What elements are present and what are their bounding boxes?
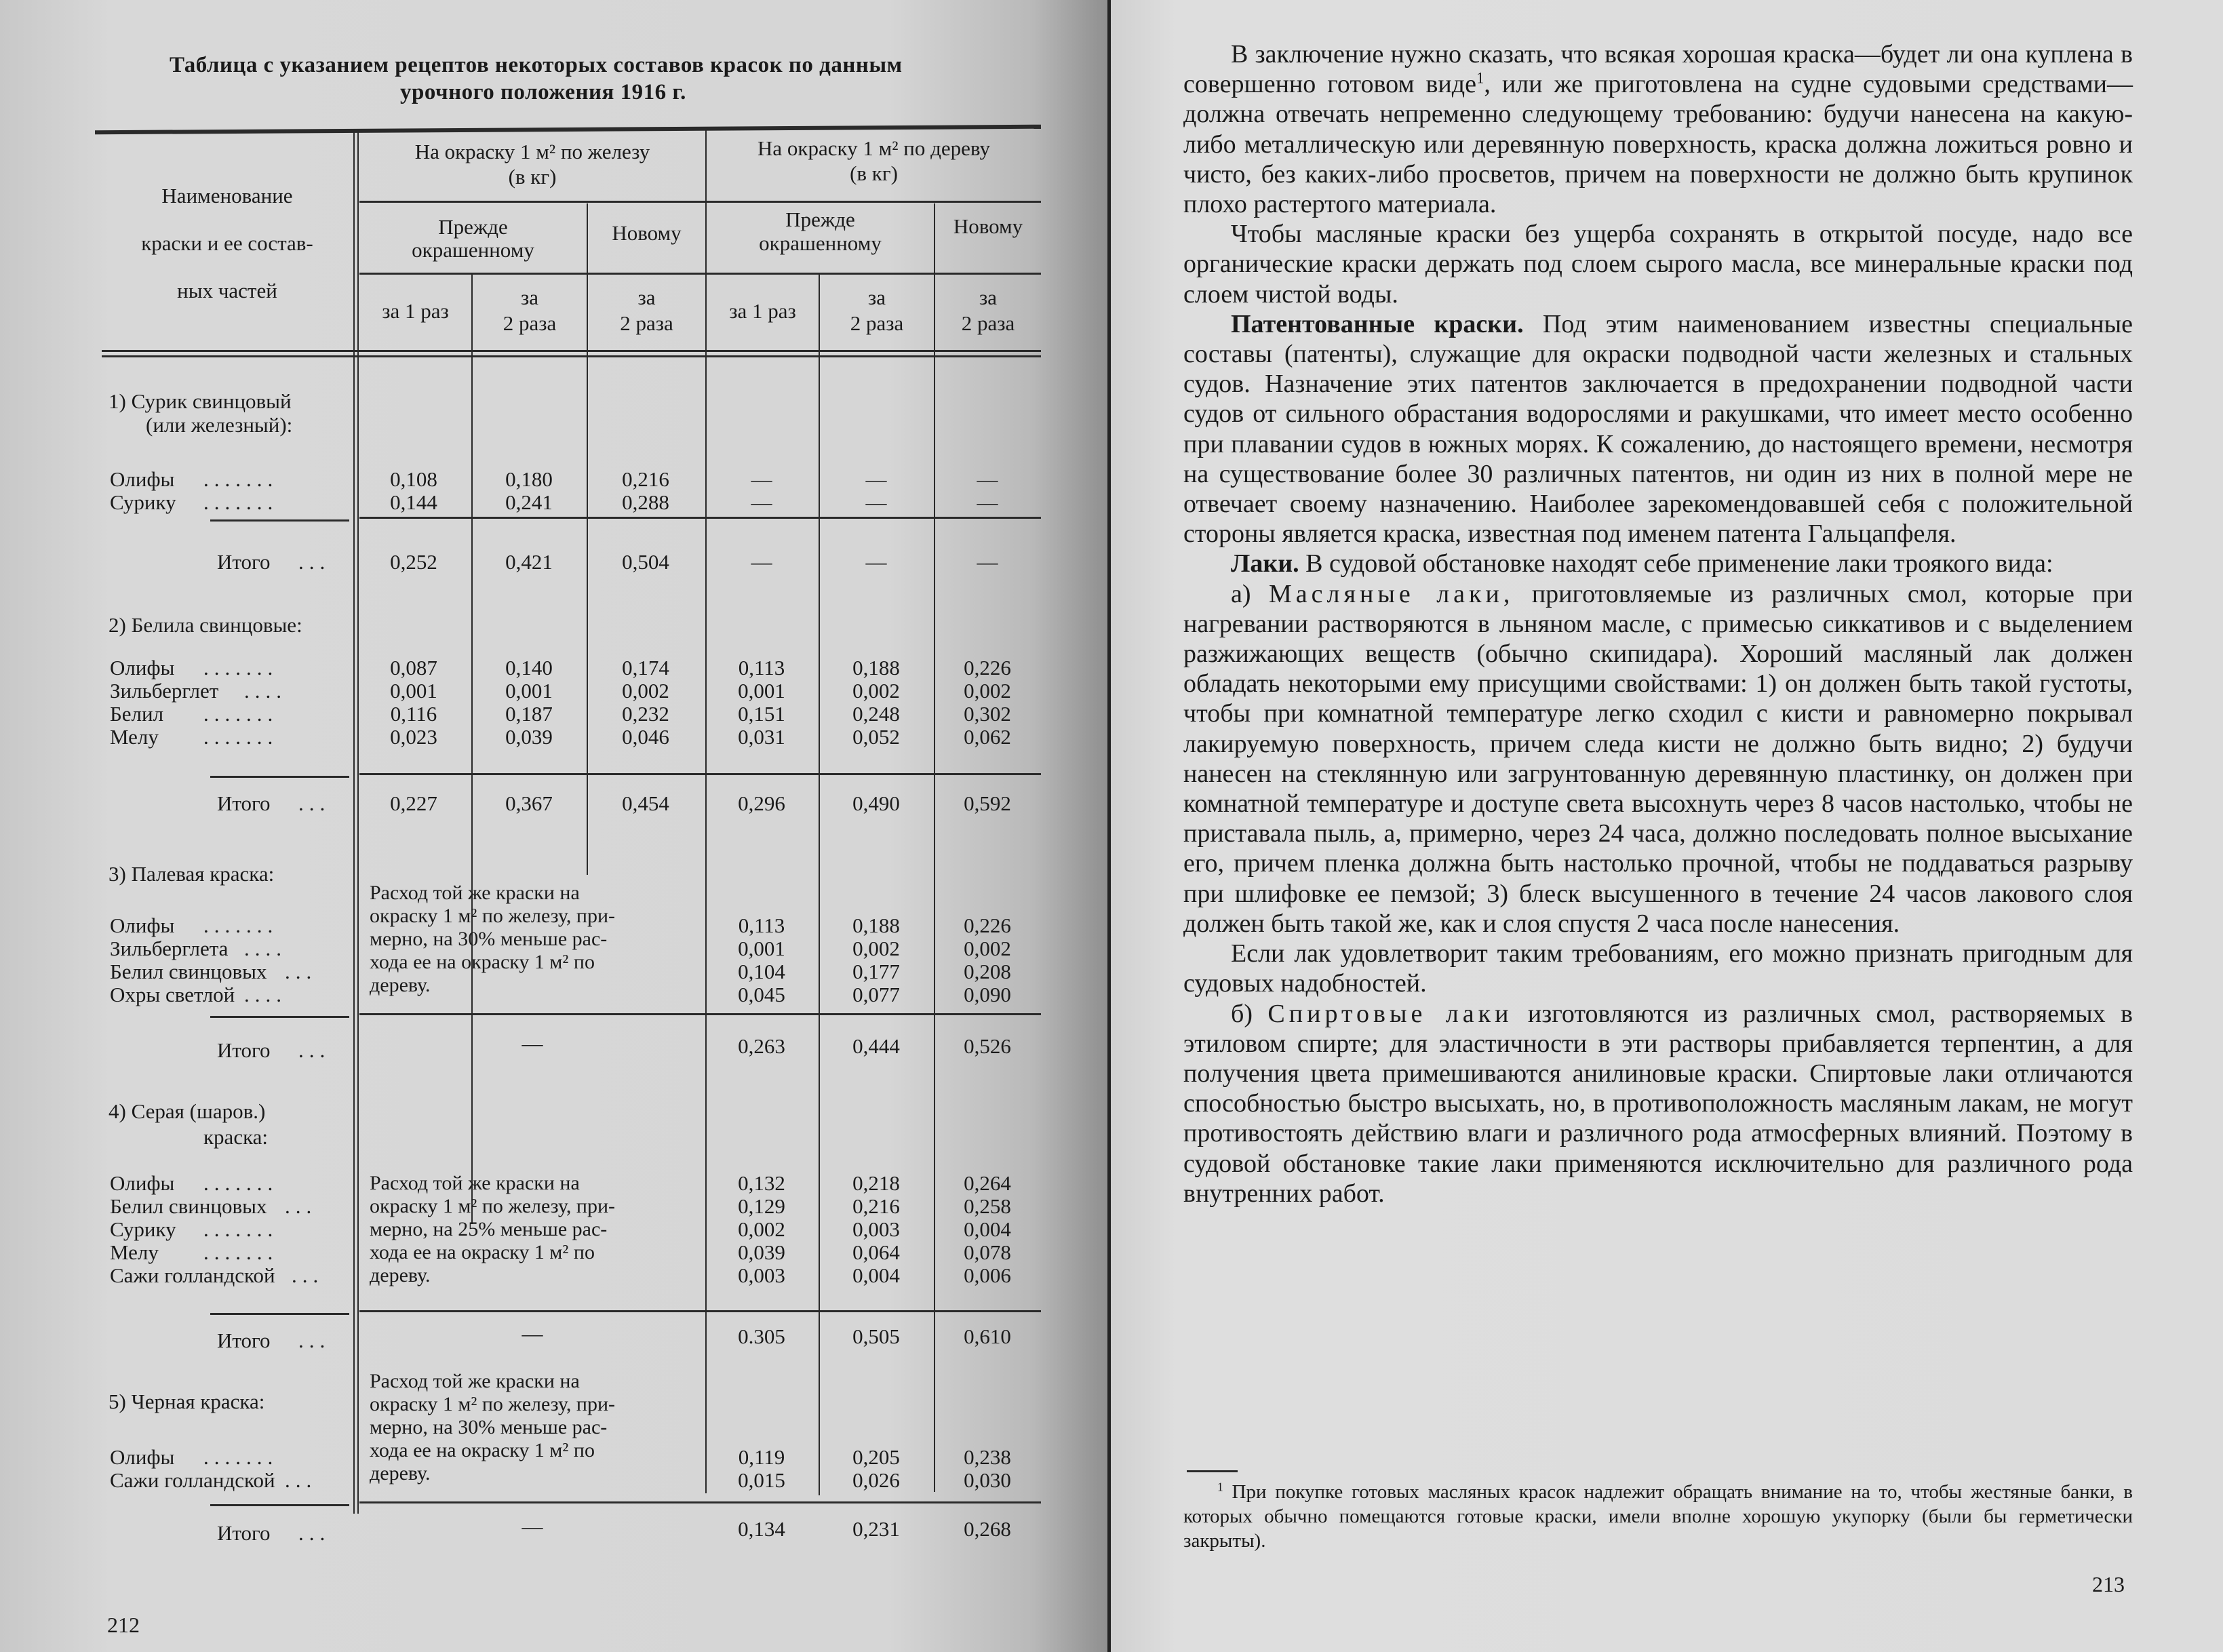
leader-dots: ....... [203,725,279,749]
total-cell: — [977,550,998,574]
col-border-4 [819,275,820,1495]
iron-note-line: хода ее на окраску 1 м² по [370,1241,595,1263]
leader-dots: ....... [203,1217,279,1241]
row-label: Сурику [110,1217,176,1241]
subtotal-rule-values [359,517,1041,519]
row-label: Мелу [110,1240,159,1264]
paragraph-requirements: Если лак удовлетворит таким требованиям, его можно признать пригодным для судовых надобностей. [1183,939,2133,998]
footnote-text: При покупке готовых масляных красок надлежит обращать внимание на то, чтобы жестяные банки, в которых обычно помещаются готовые краски, имели вполне хорошую укупорку (были бы герметически закрыты). [1183,1481,2133,1552]
paragraph-conclusion-text: В заключение нужно сказать, что всякая хорошая краска—будет ли она куплена в совершенно готовом виде [1183,40,2133,99]
header-rule-2 [359,273,1041,275]
row-label: Мелу [110,725,159,749]
table-cell: 0,046 [622,725,669,749]
footnote-rule [1187,1470,1238,1472]
table-cell: 0,039 [738,1240,785,1264]
header-wood-new-twice-1: за [979,286,997,309]
table-cell: 0,144 [390,490,437,514]
total-label: Итого [217,791,271,815]
leader-dots: .... [244,983,287,1006]
table-cell: 0,188 [852,656,900,680]
total-cell: 0,367 [505,791,553,815]
row-label: Сажи голландской [110,1468,275,1492]
table-cell: 0,113 [738,656,785,680]
leader-dots: ....... [203,656,279,680]
total-cell: 0,231 [852,1517,900,1541]
col-border-3 [705,130,707,1493]
row-label: Белил [110,702,164,726]
spirit-varnish-prefix: б) [1231,999,1268,1028]
subtotal-rule-label [210,519,349,522]
table-cell: 0,238 [964,1445,1011,1469]
iron-note-line: хода ее на окраску 1 м² по [370,1439,595,1461]
table-cell: 0,030 [964,1468,1011,1492]
table-cell: 0,174 [622,656,669,680]
row-label: Олифы [110,467,175,491]
row-label: Белил свинцовых [110,1194,267,1218]
table-cell: 0,001 [738,937,785,960]
iron-note-line: Расход той же краски на [370,1370,580,1392]
header-wood-prev-twice-1: за [867,286,886,309]
iron-note-line: дереву. [370,1264,431,1286]
header-name-line-1: Наименование [161,184,293,208]
header-wood-new: Новому [953,214,1023,238]
table-cell: 0,052 [852,725,900,749]
leader-dots: ... [298,791,331,815]
table-cell: 0,002 [622,679,669,703]
iron-note-line: дереву. [370,1462,431,1484]
row-label: Сажи голландской [110,1263,275,1287]
table-cell: 0,216 [622,467,669,491]
table-cell: 0,004 [852,1263,900,1287]
table-cell: 0,015 [738,1468,785,1492]
row-label: Белил свинцовых [110,960,267,983]
header-iron-prev-twice-1: за [520,286,538,309]
table-title-line-2: урочного положения 1916 г. [400,80,686,104]
total-cell-iron: — [522,1514,543,1538]
leader-dots: ....... [203,1240,279,1264]
table-cell: 0,002 [964,679,1011,703]
total-cell-iron: — [522,1322,543,1345]
table-cell: 0,001 [738,679,785,703]
leader-dots: ... [298,550,331,574]
heading-patent-paints: Патентованные краски. [1231,309,1524,338]
table-cell: — [865,467,887,491]
table-cell: 0,078 [964,1240,1011,1264]
table-cell: 0,226 [964,656,1011,680]
header-wood-group: На окраску 1 м² по дереву [758,136,990,160]
leader-dots: ....... [203,490,279,514]
subtotal-rule-label [210,776,349,778]
heading-varnishes: Лаки. [1231,549,1299,578]
table-cell: — [977,490,998,514]
table-cell: 0,129 [738,1194,785,1218]
spirit-varnish-term: Спиртовые лаки [1267,999,1513,1028]
header-iron-unit: (в кг) [508,165,557,189]
leader-dots: ....... [203,1171,279,1195]
table-cell: 0,001 [505,679,553,703]
total-cell: 0,268 [964,1517,1011,1541]
subtotal-rule-values [359,1501,1041,1503]
subtotal-rule-label [210,1313,349,1315]
iron-note-line: Расход той же краски на [370,882,580,904]
row-label: Охры светлой [110,983,235,1006]
row-label: Зильберглета [110,937,229,960]
table-cell: 0,226 [964,913,1011,937]
table-cell: 0,248 [852,702,900,726]
iron-note-line: хода ее на окраску 1 м² по [370,951,595,973]
total-label: Итого [217,1329,271,1352]
paragraph-storage: Чтобы масляные краски без ущерба сохранять в открытой посуде, надо все органические краски держать под слоем сырого масла, все минеральные краски под слоем чистой воды. [1183,220,2133,309]
total-cell: 0,454 [622,791,669,815]
total-cell-iron: — [522,1031,543,1055]
table-cell: 0,288 [622,490,669,514]
table-cell: 0,077 [852,983,900,1006]
table-cell: 0,218 [852,1171,900,1195]
total-cell: 0,490 [852,791,900,815]
paragraph-varnishes [1183,549,2133,578]
leader-dots: .... [244,679,287,703]
leader-dots: ... [285,960,317,983]
group-name: 4) Серая (шаров.) [109,1099,266,1123]
header-wood-unit: (в кг) [850,161,898,185]
table-cell: 0,045 [738,983,785,1006]
table-cell: 0,002 [852,937,900,960]
table-cell: 0,002 [964,937,1011,960]
leader-dots: ....... [203,913,279,937]
table-cell: 0,003 [738,1263,785,1287]
table-cell: 0,104 [738,960,785,983]
table-cell: 0,108 [390,467,437,491]
header-iron-new-twice-2: 2 раза [620,311,673,335]
table-cell: 0,087 [390,656,437,680]
footnote-ref: 1 [1476,69,1484,87]
iron-note-line: мерно, на 30% меньше рас- [370,1416,608,1438]
header-iron-prev-twice-2: 2 раза [503,311,557,335]
table-cell: 0,116 [390,702,437,726]
table-cell: 0,151 [738,702,785,726]
col-border-5 [934,203,935,1492]
total-label: Итого [217,1038,271,1062]
total-cell: 0,421 [505,550,553,574]
subtotal-rule-values [359,1013,1041,1015]
row-label: Олифы [110,656,175,680]
table-cell: — [865,490,887,514]
total-cell: 0,263 [738,1034,785,1058]
iron-note-line: Расход той же краски на [370,1172,580,1194]
name-col-border-a [353,130,355,1514]
header-iron-new: Новому [612,221,682,245]
group-name: 2) Белила свинцовые: [109,613,302,637]
total-cell: 0,227 [390,791,437,815]
paragraph-conclusion-rest: , или же приготовлена на судне судовыми средствами—должна отвечать непременно следующему требованию: будучи нанесена на какую-либо металлическую или деревянную поверхность, краска должна ложиться ровно и чисто, без каких-либо просветов, причем на поверхности не должно быть крупинок плохо растертого материала. [1183,70,2133,219]
iron-note-line: мерно, на 30% меньше рас- [370,928,608,950]
row-label: Олифы [110,1171,175,1195]
table-cell: 0,003 [852,1217,900,1241]
group-name: 5) Черная краска: [109,1390,265,1413]
iron-note-line: окраску 1 м² по железу, при- [370,1195,616,1217]
row-label: Зильберглет [110,679,219,703]
table-cell: 0,232 [622,702,669,726]
table-cell: 0,006 [964,1263,1011,1287]
table-cell: 0,208 [964,960,1011,983]
header-iron-prev-once: за 1 раз [382,299,449,323]
header-iron-group: На окраску 1 м² по железу [414,140,650,163]
table-cell: — [751,490,772,514]
group-name: (или железный): [146,413,293,437]
header-wood-prev-twice-2: 2 раза [850,311,904,335]
total-cell: 0,526 [964,1034,1011,1058]
page-number-right: 213 [2092,1572,2125,1596]
book-gutter [1107,0,1111,1652]
paragraph-patent-paints [1183,309,2133,549]
footnote [1183,1480,2133,1553]
header-iron-prev-line-2: окрашенному [412,238,534,262]
header-wood-prev-line-2: окрашенному [759,231,882,255]
leader-dots: ... [285,1468,317,1492]
table-cell: 0,002 [738,1217,785,1241]
spirit-varnish-text: изготовляются из различных смол, растворяемых в этиловом спирте; для эластичности в эти растворы прибавляется терпентин, а для получения цвета примешиваются анилиновые краски. Спиртовые лаки отличаются способностью быстро высыхать, но, в противоположность масляным лакам, не могут противостоять действию влаги и различного рода атмосферных влияний. Поэтому в судовой обстановке такие лаки применяются исключительно для различного рода внутренних работ. [1183,999,2133,1208]
total-cell: 0,504 [622,550,669,574]
row-label: Сурику [110,490,176,514]
iron-note-line: дереву. [370,974,431,996]
subtotal-rule-values [359,1310,1041,1312]
iron-note-line: мерно, на 25% меньше рас- [370,1218,608,1240]
paragraph-spirit-varnishes [1183,999,2133,1208]
right-page-body [1183,39,2133,1208]
total-cell: 0,505 [852,1324,900,1348]
group-name: 3) Палевая краска: [109,862,275,886]
total-cell: — [751,550,772,574]
iron-note-line: окраску 1 м² по железу, при- [370,1393,616,1415]
leader-dots: ... [292,1263,324,1287]
total-cell: — [865,550,887,574]
header-name-line-2: краски и ее состав- [141,231,313,255]
oil-varnish-term: Масляные лаки, [1269,579,1514,608]
row-label: Олифы [110,1445,175,1469]
col-border-1 [471,275,473,1224]
table-cell: 0,064 [852,1240,900,1264]
table-cell: 0,132 [738,1171,785,1195]
header-double-rule-a [102,350,1041,352]
oil-varnish-prefix: а) [1231,579,1270,608]
leader-dots: ....... [203,702,279,726]
table-cell: 0,119 [738,1445,785,1469]
table-cell: 0,177 [852,960,900,983]
table-cell: 0,090 [964,983,1011,1006]
leader-dots: ... [298,1329,331,1352]
name-col-border-b [357,130,359,1514]
header-rule-1 [359,201,1041,203]
total-cell: 0.305 [738,1324,785,1348]
total-cell: 0,610 [964,1324,1011,1348]
header-wood-prev-line-1: Прежде [785,208,855,231]
header-wood-new-twice-2: 2 раза [961,311,1015,335]
page-number-left: 212 [107,1613,140,1637]
iron-note-line: окраску 1 м² по железу, при- [370,905,616,927]
total-cell: 0,444 [852,1034,900,1058]
total-cell: 0,252 [390,550,437,574]
table-cell: 0,188 [852,913,900,937]
total-cell: 0,134 [738,1517,785,1541]
subtotal-rule-values [359,773,1041,775]
table-cell: 0,180 [505,467,553,491]
leader-dots: ....... [203,467,279,491]
table-cell: 0,302 [964,702,1011,726]
leader-dots: ... [298,1038,331,1062]
total-cell: 0,592 [964,791,1011,815]
table-cell: 0,023 [390,725,437,749]
table-cell: 0,264 [964,1171,1011,1195]
table-cell: 0,216 [852,1194,900,1218]
leader-dots: ... [298,1521,331,1545]
table-title-line-1: Таблица с указанием рецептов некоторых составов красок по данным [170,53,903,77]
table-cell: 0,031 [738,725,785,749]
total-label: Итого [217,1521,271,1545]
subtotal-rule-label [210,1016,349,1018]
table-cell: — [751,467,772,491]
total-label: Итого [217,550,271,574]
table-cell: 0,001 [390,679,437,703]
total-cell: 0,296 [738,791,785,815]
footnote-mark: 1 [1217,1480,1223,1494]
table-cell: 0,140 [505,656,553,680]
leader-dots: ....... [203,1445,279,1469]
varnishes-text: В судовой обстановке находят себе применение лаки троякого вида: [1299,549,2053,578]
table-cell: 0,113 [738,913,785,937]
table-cell: 0,241 [505,490,553,514]
table-cell: 0,258 [964,1194,1011,1218]
leader-dots: ... [285,1194,317,1218]
group-name: 1) Сурик свинцовый [109,389,292,413]
header-iron-prev-line-1: Прежде [438,215,508,239]
row-label: Олифы [110,913,175,937]
paragraph-oil-varnishes [1183,579,2133,939]
table-cell: 0,004 [964,1217,1011,1241]
group-name: краска: [203,1125,269,1149]
oil-varnish-text: приготовляемые из различных смол, которые при нагревании растворяются в льняном масле, с примесью сиккативов и с выделением разжижающих веществ (обычно скипидара). Хороший масляный лак должен обладать некоторыми ему присущими свойствами: 1) он должен быть такой густоты, чтобы при комнатной температуре легко сходил с кисти и равномерно покрывал лакируемую поверхность, причем следа кисти не должно быть видно; 2) будучи нанесен на стеклянную или загрунтованную деревянную пластинку, он должен при комнатной температуре и доступе света высохнуть через 8 часов настолько, чтобы не приставала пыль, а, примерно, через 24 часа, должно последовать полное высыхание его, причем пленка должна быть настолько прочной, чтобы не поддаваться разрыву при шлифовке ее пемзой; 3) блеск высушенного в течение 24 часов лакового слоя должен быть такой же, как и слоя спустя 2 часа после нанесения. [1183,579,2133,938]
subtotal-rule-label [210,1504,349,1506]
table-cell: 0,205 [852,1445,900,1469]
header-double-rule-b [102,355,1041,357]
table-cell: 0,039 [505,725,553,749]
table-cell: 0,062 [964,725,1011,749]
table-cell: 0,026 [852,1468,900,1492]
header-iron-new-twice-1: за [637,286,656,309]
table-cell: 0,187 [505,702,553,726]
header-wood-prev-once: за 1 раз [729,299,796,323]
table-cell: 0,002 [852,679,900,703]
table-cell: — [977,467,998,491]
leader-dots: .... [244,937,287,960]
paragraph-conclusion [1183,39,2133,219]
header-name-line-3: ных частей [177,279,277,302]
patent-paints-text: Под этим наименованием известны специальные составы (патенты), служащие для окраски подводной части железных и стальных судов. Назначение этих патентов заключается в предохранении подводной части судов от сильного обрастания водорослями и ракушками, что имеет место особенно при плавании судов в южных морях. К сожалению, до настоящего времени, несмотря на существование более 30 различных патентов, ни один из них в полной мере не отвечает своему назначению. Наиболее зарекомендовавшей себя с положительной стороны является краска, известная под именем патента Гальцапфеля. [1183,309,2133,549]
